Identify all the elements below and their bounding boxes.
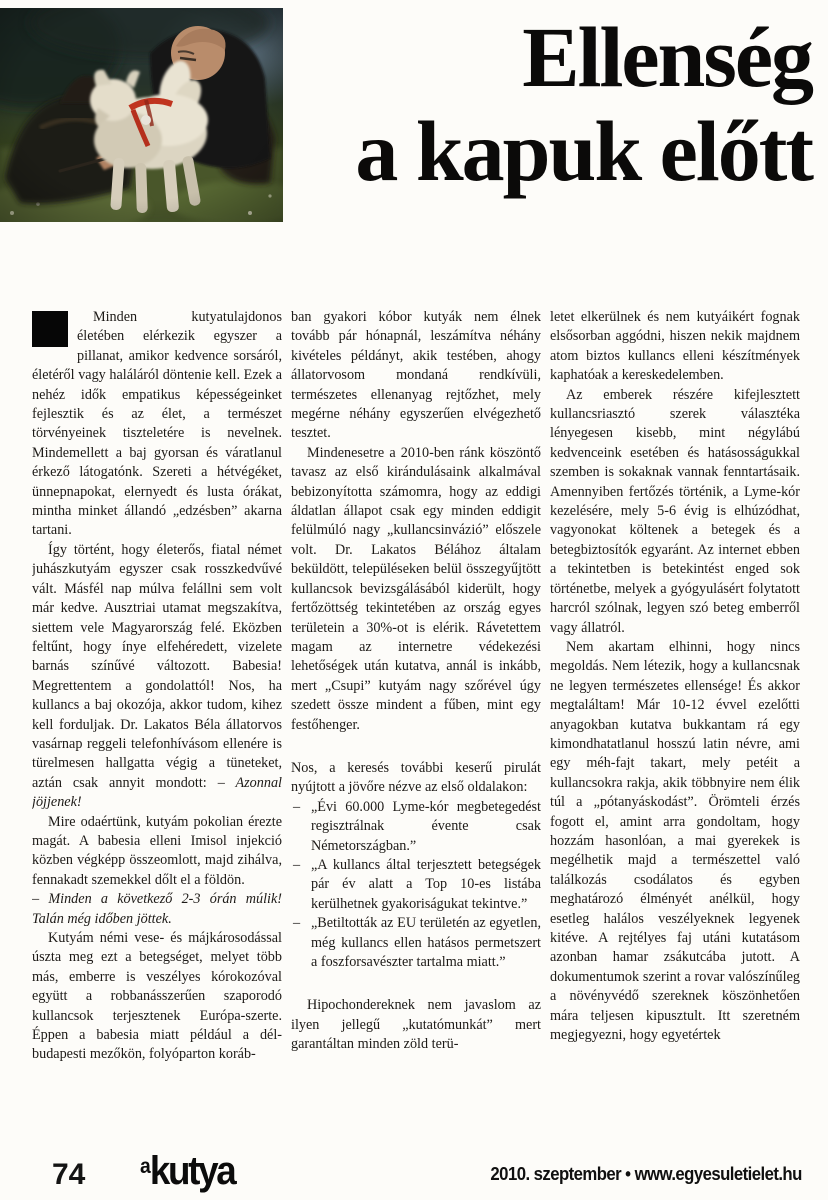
dash-bullet: –	[293, 856, 301, 873]
magazine-logo-name: kutya	[149, 1149, 235, 1193]
paragraph: Kutyám némi vese- és májkárosodással úszta meg ezt a betegséget, melyet több más, emberre is veszélyes kórokozóval együtt a robbanásszerűen szaporodó kullancsok terjesztenek Európa-szerte. Éppen a babesia miatt például a dél-budapesti mezőkön, folyóparton koráb-	[32, 930, 282, 1063]
article-body	[32, 308, 800, 1148]
list-item	[291, 798, 541, 856]
issue-info: 2010. szeptember • www.egyesuletielet.hu	[490, 1164, 802, 1184]
list-item-text: „A kullancs által terjesztett betegségek pár év alatt a Top 10-es listába kerülhetnek gyakoriságukat tekintve.”	[311, 856, 541, 912]
paragraph: Nos, a keresés további keserű pirulát nyújtott a jövőre nézve az első oldalakon:	[291, 759, 541, 796]
paragraph: letet elkerülnek és nem kutyáikért fognak elsősorban aggódni, hiszen nekik majdnem atom biztos kullancs elleni készítmények kaphatóak a kereskedelemben.	[550, 309, 800, 384]
paragraph	[32, 541, 282, 813]
paragraph: Mindenesetre a 2010-ben ránk köszöntő tavasz az első kirándulásaink alkalmával bebizonyította számomra, hogy az eddigi áldatlan állapot csak egy minden eddigit felülmúló nagy „kullancsinvázió” előszele volt. Dr. Lakatos Bélához általam beküldött, településeken belül összegyűjtött kullancsok bevizsgálásából kiderült, hogy fertőzöttség tekintetében az ország egyes területein a 30%-ot is elérik. Rávetettem magam az internetre védekezési lehetőségek után kutatva, annál is inkább, mert „Csupi” kutyám nagy szőrével úgy szedett össze mindent a fűben, mint egy festőhenger.	[291, 444, 541, 733]
column-3	[550, 308, 800, 1148]
dog-photo-illustration	[0, 8, 283, 222]
paragraph: Az emberek részére kifejlesztett kullancsriasztó szerek választéka lényegesen kisebb, mint négylábú kedvenceink esetében és hatásosságukkal szemben is sokaknak vannak fenntartásaik. Amennyiben fertőzés történik, a Lyme-kór kezelésére, mely 5-6 évig is elhúzódhat, vagyonokat költenek a betegek és a betegbiztosítók egyaránt. Az internet ebben a tekintetben is betekintést enged sok történetbe, melyek a gyógyulásért folytatott harcról szólnak, legyen szó beteg emberről vagy állatról.	[550, 386, 800, 636]
paragraph: ban gyakori kóbor kutyák nem élnek tovább pár hónapnál, leszámítva néhány kivételes példányt, akik testében, ahogy állatorvosom mondaná rendkívüli, természetes ellenanyag rejtőzhet, mely megérne néhány egyszerűen elvégezhető tesztet.	[291, 309, 541, 442]
article-photo	[0, 8, 283, 222]
paragraph-text: Így történt, hogy életerős, fiatal német juhászkutyám egyszer csak rosszkedvűvé vált. Másfél nap múlva felállni sem volt már kedve. Ausztriai utamat megszakítva, siettem vele Magyarország felé. Eközben feltűnt, hogy ínye elfehéredett, vizelete barnás színűvé változott. Babesia! Megrettentem a gondolattól! Nos, ha kullancs a baj okozója, akkor tudom, kihez kell forduljak. Dr. Lakatos Béla állatorvos vasárnap reggeli telefonhívásom ellenére is türelmesen hallgatta végig a tüneteket, aztán csak annyit mondott:	[32, 541, 282, 791]
dash-bullet: –	[293, 915, 301, 932]
findings-list	[291, 798, 541, 973]
paragraph-text: Minden kutyatulajdonos életében elérkezik egyszer a pillanat, amikor kedvence sorsáról, életéről vagy haláláról döntenie kell. Ezek a nehéz idők empatikus képességeinket fejlesztik és az élet, a természet törvényeinek tiszteletére is nevelnek. Mindemellett a baj gyorsan és váratlanul érkező látogatónk. Szereti a hétvégéket, ünnepnapokat, elernyedt és lusta órákat, mintha minket állandó „edzésben” akarna tartani.	[32, 309, 282, 539]
list-item	[291, 856, 541, 914]
list-item-text: „Évi 60.000 Lyme-kór megbetegedést regisztrálnak évente csak Németországban.”	[311, 798, 541, 854]
paragraph: Mire odaértünk, kutyám pokolian érezte magát. A babesia elleni Imisol injekció közben végképp összeomlott, majd zihálva, fennakadt szemekkel dőlt el a földön.	[32, 813, 282, 888]
dash-bullet: –	[293, 798, 301, 815]
column-2	[291, 308, 541, 1148]
list-item-text: „Betiltották az EU területén az egyetlen, még kullancs ellen hatásos permetszert a foszforsavészter tartalma miatt.”	[311, 915, 541, 970]
article-title-line2: a kapuk előtt	[355, 103, 812, 199]
page-footer	[0, 1150, 828, 1200]
dialogue-paragraph: – Minden a következő 2-3 órán múlik! Talán még időben jöttek.	[32, 891, 282, 927]
paragraph: Hipochondereknek nem javaslom az ilyen jellegű „kutatómunkát” mert garantáltan minden zöld terü-	[291, 997, 541, 1053]
paragraph: Nem akartam elhinni, hogy nincs megoldás. Nem létezik, hogy a kullancsnak ne legyen természetes ellensége! És akkor megtaláltam! Már 10-12 évvel ezelőtti anyagokban kutatva bukkantam rá egy kimondhatatlanul hosszú latin névre, ami egy méh-fajt takart, mely petéit a kullancsokra rakja, akik többnyire nem élik túl a „pótanyáskodást”. Örömteli érzés fogott el, amint arra gondoltam, hogy hozzám hasonlóan, a mai gyerekek is megélhetik majd a természettel való találkozás csodálatos és egyben meghatározó élményét anélkül, hogy esetleg halálos veszélyeknek legyenek kitéve. A rejtélyes faj utáni kutatásom azonban hamar zsákutcába jutott. A dokumentumok szerint a rovar valószínűleg a növényvédő szereknek köszönhetően mára teljesen kipusztult. Itt szeretném megjegyezni, hogy egyetértek	[550, 638, 800, 1044]
paragraph	[32, 308, 282, 541]
dropcap-square	[32, 311, 68, 347]
list-item	[291, 914, 541, 972]
page-number: 74	[52, 1158, 86, 1191]
magazine-logo	[140, 1149, 235, 1193]
dialogue-italic: – Azonnal jöjjenek!	[32, 774, 282, 811]
column-1	[32, 308, 282, 1148]
article-title	[272, 10, 812, 198]
magazine-logo-prefix: a	[140, 1155, 150, 1178]
article-title-line1: Ellenség	[522, 9, 812, 105]
